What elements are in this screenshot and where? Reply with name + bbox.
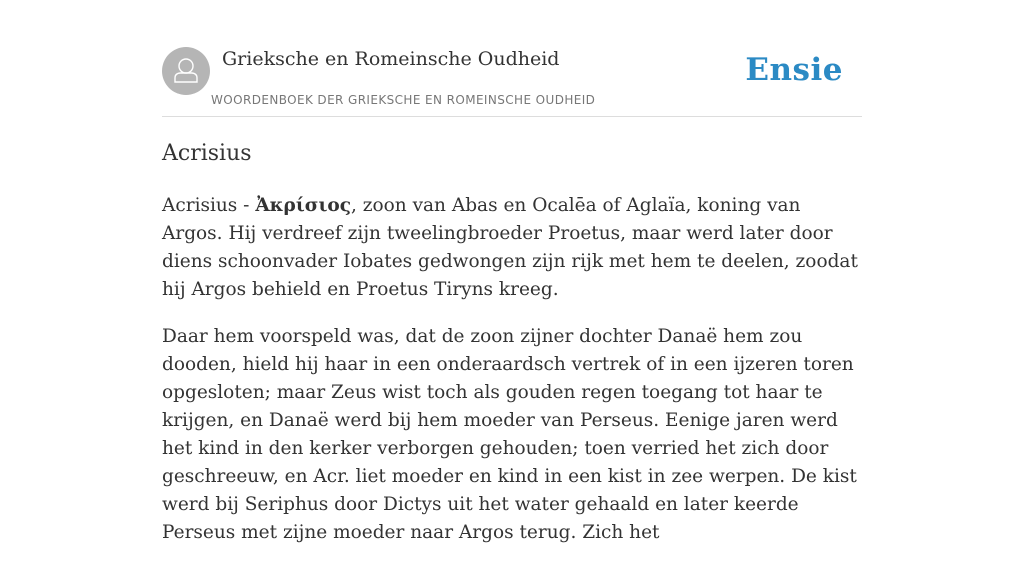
article-lemma-prefix: Acrisius - xyxy=(162,195,256,216)
article-paragraph-text: , zoon van Abas en Ocalēa of Aglaïa, koning van Argos. Hij verdreef zijn tweelingbroeder Proetus, maar werd later door diens schoonvader Iobates gedwongen zijn rijk met hem te deelen, zoodat hij Argos behield en Proetus Tiryns kreeg. xyxy=(162,195,858,300)
page-title: Acrisius xyxy=(162,141,252,166)
greek-term: Ἀκρίσιος xyxy=(255,195,351,216)
article-paragraph xyxy=(162,192,862,304)
article-body xyxy=(162,192,862,566)
dictionary-subtitle: WOORDENBOEK DER GRIEKSCHE EN ROMEINSCHE OUDHEID xyxy=(211,93,596,107)
ensie-logo[interactable]: Ensie xyxy=(745,52,843,88)
article-paragraph: Daar hem voorspeld was, dat de zoon zijner dochter Danaë hem zou dooden, hield hij haar in een onderaardsch vertrek of in een ijzeren toren opgesloten; maar Zeus wist toch als gouden regen toegang tot haar te krijgen, en Danaë werd bij hem moeder van Perseus. Eenige jaren werd het kind in den kerker verborgen gehouden; toen verried het zich door geschreeuw, en Acr. liet moeder en kind in een kist in zee werpen. De kist werd bij Seriphus door Dictys uit het water gehaald en later keerde Perseus met zijne moeder naar Argos terug. Zich het xyxy=(162,326,857,543)
user-silhouette-icon xyxy=(162,47,210,95)
avatar[interactable] xyxy=(162,47,210,95)
dictionary-title-link[interactable]: Grieksche en Romeinsche Oudheid xyxy=(222,48,560,70)
dictionary-header xyxy=(162,47,862,117)
